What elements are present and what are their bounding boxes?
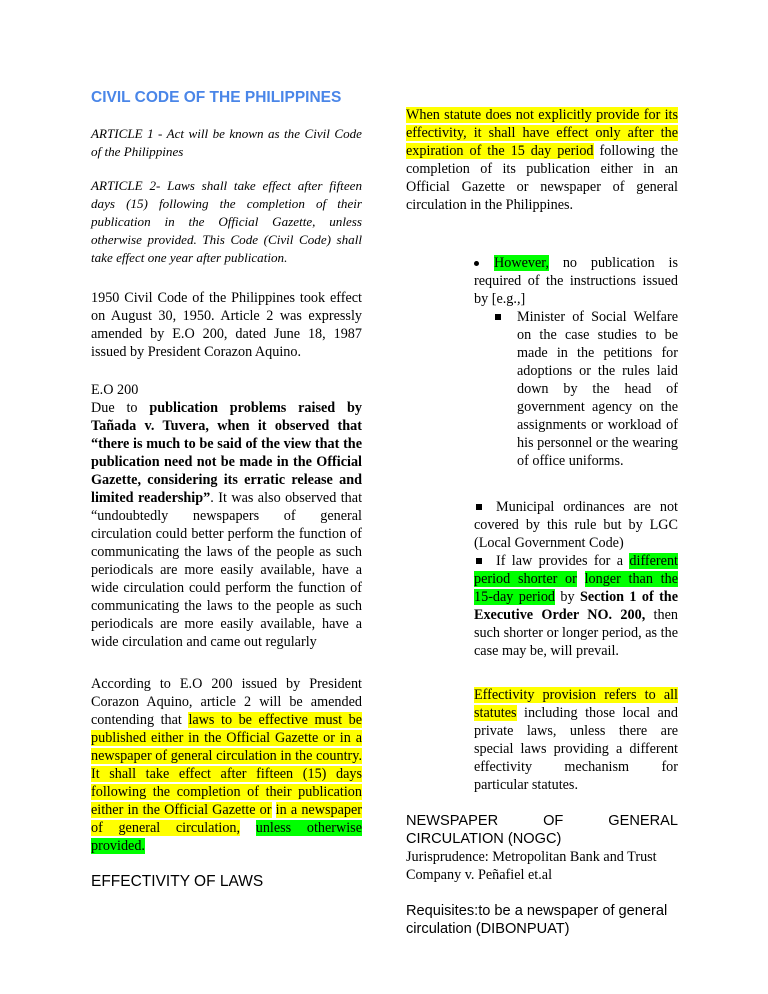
eo-200-paragraph [91, 399, 362, 651]
nogc-jurisprudence: Jurisprudence: Metropolitan Bank and Trust Company v. Peñafiel et.al [406, 849, 657, 883]
square-bullet-icon [495, 308, 501, 326]
requisites-section [406, 902, 678, 938]
civil-code-history: 1950 Civil Code of the Philippines took effect on August 30, 1950. Article 2 was expressly amended by E.O 200, dated June 18, 1987 issued by President Corazon Aquino. [91, 290, 362, 360]
article-2: ARTICLE 2- Laws shall take effect after fifteen days (15) following the completion of their publication in the Official Gazette, unless otherwise provided. This Code (Civil Code) shall take effect one year after publication. [91, 178, 362, 265]
eo-text-start: Due to [91, 400, 150, 416]
tanada-quote: publication problems raised by Tañada v. Tuvera, when it observed that “there is much to be said of the view that the publication need not be made in the Official Gazette, considering its erratic release and limited readership” [91, 400, 362, 506]
eo-text-end: . It was also observed that “undoubtedly newspapers of general circulation could better perform the function of communicating the laws of the people as such periodicals are more easily available, have a wide circulation could perform the function of communicating the laws to the people as such periodicals are more easily available, have a wide circulation and came out regularly [91, 490, 363, 650]
requisites-line-1: Requisites:to be a newspaper of general [406, 903, 668, 919]
effectivity-provision: Effectivity provision refers to all statutes including those local and private laws, unless there are special laws providing a different effectivity mechanism for particular statutes. [474, 687, 678, 793]
civil-code-title: CIVIL CODE OF THE PHILIPPINES [91, 89, 342, 106]
amendment-intro: According to E.O 200 issued by President Corazon Aquino, article 2 will be amended contending that [91, 676, 362, 728]
effectivity-intro: When statute does not explicitly provide for its effectivity, it shall have effect only after the expiration of the 15 day period following the completion of its publication either in an Official Gazette or newspaper of general circulation in the Philippines. [406, 107, 678, 213]
left-column [91, 88, 362, 891]
nogc-heading-line-2: CIRCULATION (NOGC) [406, 831, 562, 847]
bullet-municipal-ordinances: Municipal ordinances are not covered by this rule but by LGC (Local Government Code) [474, 499, 678, 551]
eo-200-heading: E.O 200 [91, 382, 139, 398]
nogc-heading-line-1: NEWSPAPER OF GENERAL [406, 813, 678, 829]
sub-bullet-minister: Minister of Social Welfare on the case studies to be made in the petitions for adoptions or the rules laid down by the head of government agency on the assignments or workload of his personnel or the wearing of office uniforms. [517, 308, 678, 470]
requisites-line-2: circulation (DIBONPUAT) [406, 921, 570, 937]
right-column [406, 106, 678, 938]
highlight-longer-period: longer than the 15-day period [474, 571, 678, 605]
amendment-paragraph [91, 675, 362, 855]
square-bullet-icon [476, 498, 482, 516]
highlight-all-statutes: Effectivity provision refers to all statutes [474, 687, 678, 721]
nogc-section [406, 812, 678, 884]
highlight-shorter-period: different period shorter or [474, 553, 678, 587]
highlight-however: However, [494, 255, 549, 271]
eo-section-1-reference: Section 1 of the Executive Order NO. 200, [474, 589, 678, 623]
highlight-publication-rule: laws to be effective must be published either in the Official Gazette or in a newspaper of general circulation in the country. It shall take effect after fifteen (15) days following the completion of their publication either in the Official Gazette or [91, 712, 362, 818]
bullet-different-period: If law provides for a different period shorter or longer than the 15-day period by Section 1 of the Executive Order NO. 200, then such shorter or longer period, as the case may be, will prevail. [474, 553, 678, 659]
highlight-15-day-period: When statute does not explicitly provide for its effectivity, it shall have effect only after the expiration of the 15 day period [406, 107, 678, 159]
square-bullet-icon [476, 552, 482, 570]
article-1: ARTICLE 1 - Act will be known as the Civil Code of the Philippines [91, 126, 362, 159]
highlight-newspaper: in a newspaper of general circulation, [91, 802, 363, 836]
highlight-unless-provided: unless otherwise provided. [91, 820, 363, 854]
effectivity-of-laws-heading: EFFECTIVITY OF LAWS [91, 873, 264, 890]
bullet-dot-icon [474, 254, 479, 272]
bullet-however: However, no publication is required of the instructions issued by [e.g.,] Minister of Social Welfare on the case studies to be made in the petitions for adoptions or the rules laid down by the head of government agency on the assignments or workload of his personnel or the wearing of office uniforms. [474, 255, 678, 469]
